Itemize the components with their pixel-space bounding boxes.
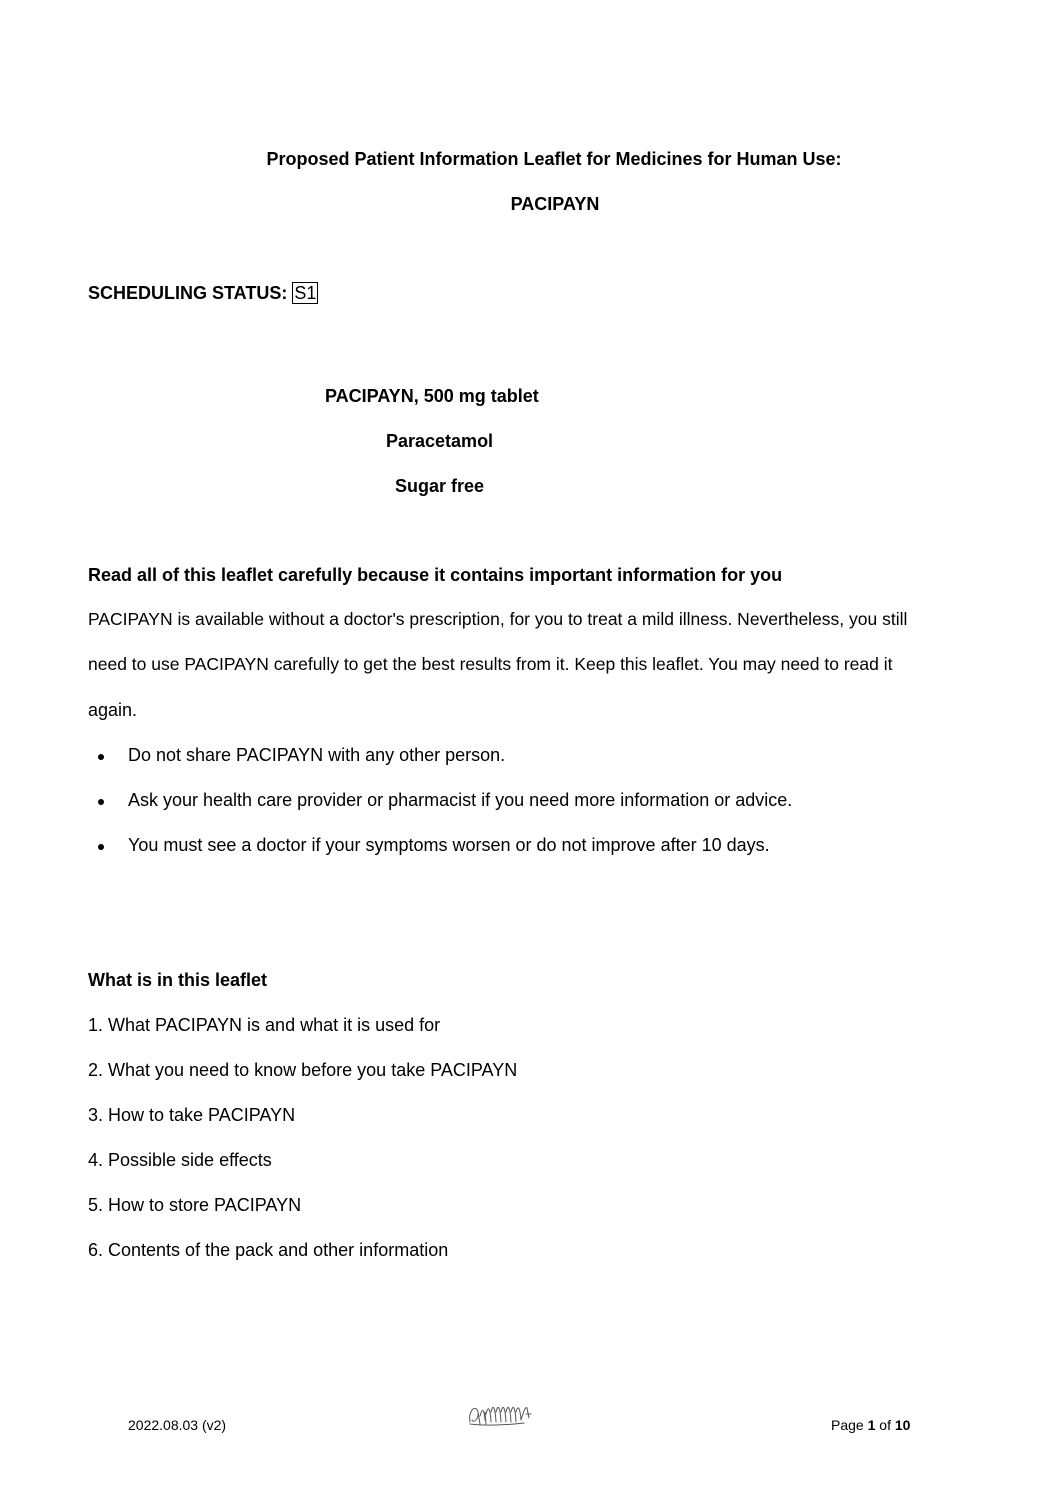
page-prefix: Page xyxy=(831,1417,868,1433)
contents-item: 1. What PACIPAYN is and what it is used for xyxy=(88,1015,441,1035)
intro-paragraph-line-2: need to use PACIPAYN carefully to get the best results from it. Keep this leaflet. You may need to read it xyxy=(88,654,893,674)
bullet-icon xyxy=(98,799,104,805)
bullet-item: Do not share PACIPAYN with any other person. xyxy=(128,745,506,765)
product-name-strength: PACIPAYN, 500 mg tablet xyxy=(325,386,539,406)
read-leaflet-heading: Read all of this leaflet carefully because it contains important information for you xyxy=(88,565,783,585)
bullet-icon xyxy=(98,844,104,850)
page-indicator xyxy=(831,1418,910,1432)
intro-paragraph-line-1: PACIPAYN is available without a doctor's prescription, for you to treat a mild illness. Nevertheless, you still xyxy=(88,609,908,629)
bullet-icon xyxy=(98,754,104,760)
contents-heading: What is in this leaflet xyxy=(88,970,268,990)
signature-image xyxy=(466,1398,542,1432)
bullet-item: Ask your health care provider or pharmacist if you need more information or advice. xyxy=(128,790,793,810)
bullet-item: You must see a doctor if your symptoms worsen or do not improve after 10 days. xyxy=(128,835,770,855)
scheduling-status xyxy=(88,284,318,302)
intro-paragraph-line-3: again. xyxy=(88,700,138,720)
scheduling-status-badge: S1 xyxy=(294,283,317,303)
page-total: 10 xyxy=(894,1417,911,1433)
product-title: PACIPAYN xyxy=(510,194,600,214)
version-date: 2022.08.03 (v2) xyxy=(128,1417,227,1433)
scheduling-status-label: SCHEDULING STATUS: xyxy=(88,283,288,303)
page-current: 1 xyxy=(867,1417,876,1433)
contents-item: 2. What you need to know before you take PACIPAYN xyxy=(88,1060,518,1080)
contents-item: 6. Contents of the pack and other information xyxy=(88,1240,449,1260)
page-of: of xyxy=(875,1417,895,1433)
sugar-free-note: Sugar free xyxy=(395,476,485,496)
contents-item: 3. How to take PACIPAYN xyxy=(88,1105,296,1125)
leaflet-title: Proposed Patient Information Leaflet for Medicines for Human Use: xyxy=(266,149,842,169)
contents-item: 5. How to store PACIPAYN xyxy=(88,1195,302,1215)
contents-item: 4. Possible side effects xyxy=(88,1150,272,1170)
active-ingredient: Paracetamol xyxy=(386,431,494,451)
